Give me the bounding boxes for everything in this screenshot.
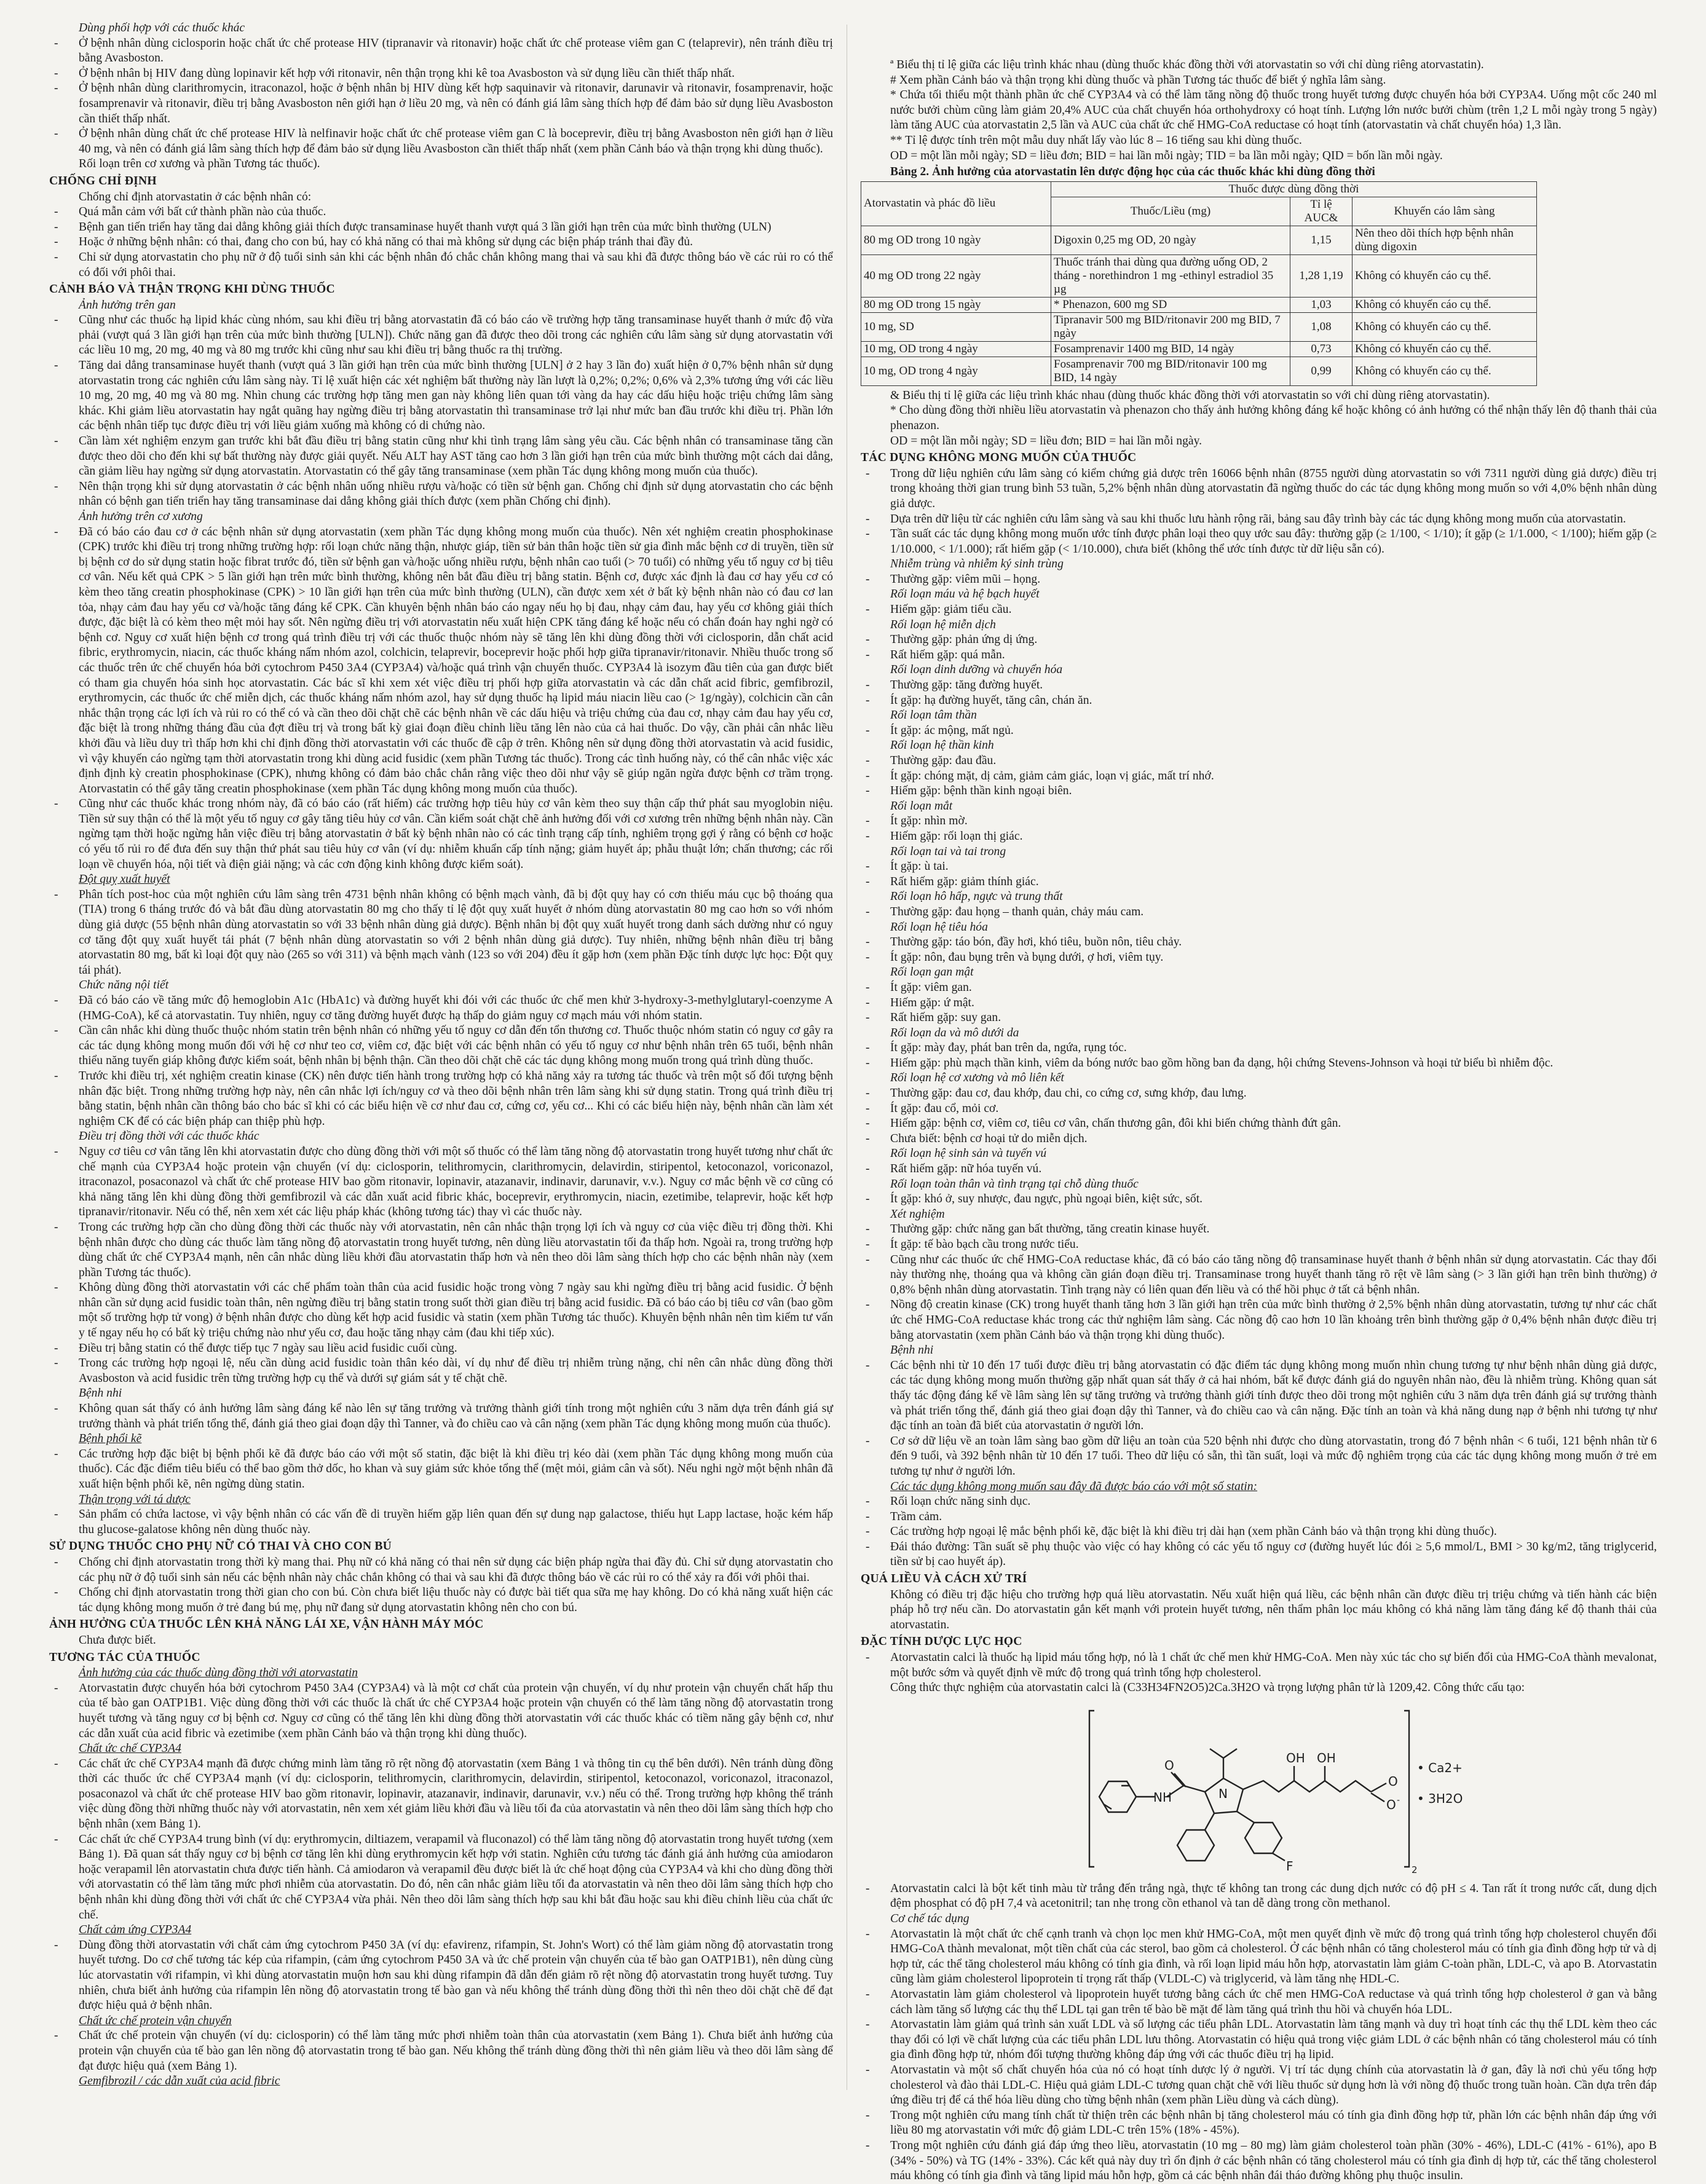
list-item: - Atorvastatin là một chất ức chế cạnh tranh và chọn lọc men khử HMG-CoA, một men quyết định về mức độ trong quá trình tổng hợp cholesterol chuyển đổi HMG-CoA thành mevalonat, một tiền chất của các sterol, bao gồm cả cholesterol. Ở các bệnh nhân có tăng cholesterol máu có tính gia đình đồng hợp tử và dị hợp tử, các thể tăng cholesterol máu không có tính gia đình, và rối loạn lipid máu hỗn hợp, atorvastatin làm giảm C-toàn phần, LDL-C, và apo B. Atorvastatin cũng làm giảm cholesterol lipoprotein tỉ trọng rất thấp (VLDL-C) và triglycerid, và làm tăng nhẹ HDL-C. bbox=[861, 1927, 1657, 1987]
musculoskeletal-list bbox=[49, 525, 833, 873]
footnote: # Xem phần Cảnh báo và thận trọng khi dùng thuốc và phần Tương tác thuốc để biết ý nghĩa lâm sàng. bbox=[890, 73, 1386, 87]
cell-ratio: 1,28 1,19 bbox=[1290, 254, 1353, 297]
label-o-carbonyl: O bbox=[1388, 1773, 1398, 1789]
list-item: - Hiếm gặp: bệnh thần kinh ngoại biên. bbox=[861, 784, 1657, 799]
list-item: - Chống chỉ định atorvastatin trong thời kỳ mang thai. Phụ nữ có khả năng có thai nên sử dụng các biện pháp ngừa thai đầy đủ. Chỉ sử dụng atorvastatin cho các phụ nữ ở độ tuổi sinh sản nếu các bệnh nhân này chắc chắn không có thai và sau khi đã được thông báo về các rủi ro có thể xảy ra đối với phôi thai. bbox=[49, 1555, 833, 1585]
list-item: - Thường gặp: tăng đường huyết. bbox=[861, 678, 1657, 693]
side-effect-group-title: Rối loạn hệ sinh sản và tuyến vú bbox=[890, 1147, 1047, 1161]
list-item: - Atorvastatin được chuyển hóa bởi cytochrom P450 3A4 (CYP3A4) và là một cơ chất của protein vận chuyển, ví dụ như protein vận chuyển chất hấp thu của tế bào gan OATP1B1. Việc dùng đồng thời với các thuốc là chất ức chế CYP3A4 hoặc protein vận chuyển có thể làm tăng nồng độ atorvastatin trong huyết tương và tăng nguy cơ bị bệnh cơ. Nguy cơ cũng có thể tăng lên khi dùng đồng thời atorvastatin với các thuốc khác có tiềm năng gây bệnh cơ, như các dẫn xuất của acid fibric và ezetimibe (xem phần Cảnh báo và thận trọng khi dùng thuốc). bbox=[49, 1681, 833, 1741]
heading-pharmacodynamics: ĐẶC TÍNH DƯỢC LỰC HỌC bbox=[861, 1635, 1022, 1649]
list-item: - Hiếm gặp: bệnh cơ, viêm cơ, tiêu cơ vân, chấn thương gân, đôi khi biến chứng thành đứt gân. bbox=[861, 1116, 1657, 1132]
label-subscript-2: 2 bbox=[1412, 1864, 1418, 1875]
concomitant-list bbox=[49, 1145, 833, 1387]
list-item: - Không dùng đồng thời atorvastatin với các chế phẩm toàn thân của acid fusidic hoặc trong vòng 7 ngày sau khi ngừng điều trị bằng acid fusidic. Ở bệnh nhân cần sử dụng acid fusidic toàn thân, nên ngừng điều trị bằng statin trong suốt thời gian điều trị bằng acid fusidic. Đã có báo cáo bị tiêu cơ vân (bao gồm một số trường hợp tử vong) ở bệnh nhân được cho dùng kết hợp acid fusidic và statin (xem phần Tương tác thuốc). Khuyên bệnh nhân nên tìm kiếm tư vấn y tế ngay nếu họ có bất kỳ triệu chứng nào như yếu cơ, đau hoặc tăng nhạy cảm (đau khi tiếp xúc). bbox=[49, 1280, 833, 1341]
statin-se-list bbox=[861, 1494, 1657, 1570]
subheading-concomitant: Điều trị đồng thời với các thuốc khác bbox=[79, 1130, 259, 1143]
list-item: - Đã có báo cáo đau cơ ở các bệnh nhân sử dụng atorvastatin (xem phần Tác dụng không mong muốn của thuốc). Nên xét nghiệm creatin phosphokinase (CPK) trước khi điều trị trong những trường hợp: rối loạn chức năng thận, nhược giáp, tiền sử bản thân hoặc tiền sử gia đình mắc bệnh cơ di truyền, tiền sử bị bệnh cơ do sử dụng statin hoặc fibrat trước đó, tiền sử bệnh gan và/hoặc uống nhiều rượu, bệnh nhân cao tuổi (> 70 tuổi) có những yếu tố nguy cơ bị tiêu cơ vân. Nếu kết quả CPK > 5 lần giới hạn trên mức bình thường, không nên bắt đầu điều trị bằng statin. Bệnh cơ, được xác định là đau cơ hay yếu cơ có kèm theo tăng creatin phosphokinase (CPK) > 10 lần giới hạn trên của mức bình thường (ULN), cần được xem xét ở bất kỳ bệnh nhân nào có đau cơ lan tỏa, nhạy cảm đau hay yếu cơ và/hoặc tăng đáng kể CPK. Cần khuyên bệnh nhân báo cáo ngay nếu họ bị đau, nhạy cảm đau, hay yếu cơ không giải thích được, đặc biệt là có kèm theo mệt mỏi hay sốt. Nên ngừng điều trị với atorvastatin nếu xuất hiện CPK tăng đáng kể hoặc nếu có chẩn đoán hay nghi ngờ có bệnh cơ. Nguy cơ xuất hiện bệnh cơ trong quá trình điều trị với các thuốc thuộc nhóm này sẽ tăng lên khi dùng đồng thời với ciclosporin, dẫn chất acid fibric, erythromycin, niacin, các thuốc kháng nấm nhóm azol, colchicin, telaprevir, boceprevir hoặc phối hợp giữa tipranavir/ritonavir. Nhiều thuốc trong số các thuốc trên ức chế chuyển hóa bởi cytochrom P450 3A4 (CYP3A4) và/hoặc quá trình vận chuyển thuốc. CYP3A4 là isozym đầu tiên của gan được biết có tham gia chuyển hóa sinh học atorvastatin. Các bác sĩ khi xem xét việc điều trị phối hợp giữa atorvastatin và các dẫn chất acid fibric, gemfibrozil, erythromycin, các thuốc ức chế miễn dịch, các thuốc kháng nấm nhóm azol, hay sử dụng thuốc hạ lipid máu niacin liều cao (> 1g/ngày), colchicin cần cân nhắc thận trọng các lợi ích và rủi ro có thể có và cần theo dõi chặt chẽ các bệnh nhân về các dấu hiệu và triệu chứng của đau cơ, nhạy cảm đau hay yếu cơ, đặc biệt là trong những tháng đầu của đợt điều trị và trong bất kỳ giai đoạn điều chỉnh liều tăng lên nào của cả hai thuốc. Do vậy, cần phải cân nhắc liều khởi đầu và liều duy trì thấp hơn khi chỉ định đồng thời atorvastatin với các thuốc đề cập ở trên. Không nên sử dụng đồng thời atorvastatin và acid fusidic, vì vậy khuyến cáo ngừng tạm thời atorvastatin trong khi dùng acid fusidic (xem phần Tương tác thuốc). Trong các tình huống này, có thể cân nhắc việc xác định định kỳ creatin phosphokinase (CPK), nhưng không có đảm bảo chắc chắn rằng việc theo dõi như vậy sẽ giúp ngăn ngừa được bệnh cơ trầm trọng. Atorvastatin có thể gây tăng creatin phosphokinase (xem phần Tác dụng không mong muốn của thuốc). bbox=[49, 525, 833, 797]
calcium-text: Ca2+ bbox=[1428, 1760, 1463, 1775]
combined-use-tail: Rối loạn trên cơ xương và phần Tương tác thuốc). bbox=[79, 157, 320, 171]
list-item: - Dùng đồng thời atorvastatin với chất cảm ứng cytochrom P450 3A (ví dụ: efavirenz, rifampin, St. John's Wort) có thể làm giảm nồng độ atorvastatin trong huyết tương. Do cơ chế tương tác kép của rifampin, (cảm ứng cytochrom P450 3A và ức chế protein vận chuyển của tế bào gan OATP1B1), nên dùng cùng lúc atorvastatin với rifampin, vì khi dùng atorvastatin muộn hơn sau khi dùng rifampin đã dẫn đến giảm rõ rệt nồng độ atorvastatin trong huyết tương. Tuy nhiên, chưa biết ảnh hưởng của rifampin lên nồng độ atorvastatin trong tế bào gan và nếu không thể tránh dùng đồng thời thì nên theo dõi chặt chẽ để đạt được hiệu quả ở bệnh nhân. bbox=[49, 1938, 833, 2014]
formula-line: Công thức thực nghiệm của atorvastatin calci là (C33H34FN2O5)2Ca.3H2O và trọng lượng phân tử là 1209,42. Công thức cấu tạo: bbox=[890, 1681, 1525, 1695]
list-item: - Cũng như các thuốc ức chế HMG-CoA reductase khác, đã có báo cáo tăng nồng độ transaminase huyết thanh ở bệnh nhân sử dụng atorvastatin. Các thay đổi này thường nhẹ, thoáng qua và không cần gián đoạn điều trị. Transaminase trong huyết thanh tăng rõ rệt về lâm sàng (> 3 lần giới hạn trên bình thường) ở 0,8% bệnh nhân dùng atorvastatin. Tình trạng này có liên quan đến liều và có thể hồi phục ở tất cả bệnh nhân. bbox=[861, 1253, 1657, 1298]
side-effect-group-list bbox=[861, 1162, 1657, 1177]
header-recommendation: Khuyến cáo lâm sàng bbox=[1353, 197, 1537, 226]
list-item: - Các trường hợp ngoại lệ mắc bệnh phổi kẽ, đặc biệt là khi điều trị dài hạn (xem phần Cảnh báo và thận trọng khi dùng thuốc). bbox=[861, 1524, 1657, 1540]
list-item: - Ít gặp: chóng mặt, dị cảm, giảm cảm giác, loạn vị giác, mất trí nhớ. bbox=[861, 769, 1657, 784]
pharmacodynamics-list bbox=[861, 1650, 1657, 1681]
list-item: - Hoặc ở những bệnh nhân: có thai, đang cho con bú, hay có khả năng có thai mà không sử dụng các biện pháp tránh thai đầy đủ. bbox=[49, 235, 833, 250]
subheading-transporter-inhibitors: Chất ức chế protein vận chuyển bbox=[79, 2014, 232, 2027]
footnote: ** Tỉ lệ được tính trên một mẫu duy nhất lấy vào lúc 8 – 16 tiếng sau khi dùng thuốc. bbox=[890, 133, 1302, 147]
list-item: - Ở bệnh nhân bị HIV đang dùng lopinavir kết hợp với ritonavir, nên thận trọng khi kê toa Avasboston và sử dụng liều cần thiết thấp nhất. bbox=[49, 66, 833, 82]
list-item: - Tần suất các tác dụng không mong muốn ước tính được phân loại theo quy ước sau đây: thường gặp (≥ 1/100, < 1/10); ít gặp (≥ 1/1.000, < 1/100); hiếm gặp (≥ 1/10.000, < 1/1.000); rất hiếm gặp (< 1/10.000), chưa biết (không thể ước tính được từ dữ liệu sẵn có). bbox=[861, 527, 1657, 557]
list-item: - Chất ức chế protein vận chuyển (ví dụ: ciclosporin) có thể làm tăng mức phơi nhiễm toàn thân của atorvastatin (xem Bảng 1). Chưa biết ảnh hưởng của protein vận chuyển của tế bào gan lên nồng độ atorvastatin trong tế bào gan. Nếu không thể tránh dùng đồng thời thì nên giảm liều và theo dõi lâm sàng để đạt được hiệu quả (xem Bảng 1). bbox=[49, 2028, 833, 2074]
subheading-statin-se: Các tác dụng không mong muốn sau đây đã được báo cáo với một số statin: bbox=[890, 1480, 1258, 1493]
label-minus: - bbox=[1397, 1795, 1400, 1805]
cyp3a4-inhibitors-list bbox=[49, 1757, 833, 1923]
subheading-musculoskeletal: Ảnh hưởng trên cơ xương bbox=[79, 510, 203, 523]
stroke-list bbox=[49, 888, 833, 979]
list-item: - Atorvastatin và một số chất chuyển hóa của nó có hoạt tính dược lý ở người. Vị trí tác dụng chính của atorvastatin là ở gan, đây là nơi chủ yếu tổng hợp cholesterol và đào thải LDL-C. Hiệu quả giảm LDL-C tương quan chặt chẽ với liều thuốc sử dụng hơn là với nồng độ thuốc trong tuần hoàn. Cần dựa trên đáp ứng điều trị để cá thể hóa liều dùng cho từng bệnh nhân (xem phần Liều dùng và cách dùng). bbox=[861, 2063, 1657, 2108]
heading-driving: ẢNH HƯỞNG CỦA THUỐC LÊN KHẢ NĂNG LÁI XE, VẬN HÀNH MÁY MÓC bbox=[49, 1618, 484, 1631]
side-effect-group-list bbox=[861, 1192, 1657, 1207]
list-item: - Đã có báo cáo về tăng mức độ hemoglobin A1c (HbA1c) và đường huyết khi đói với các thuốc ức chế men khử 3-hydroxy-3-methylglutaryl-coenzyme A (HMG-CoA), kể cả atorvastatin. Tuy nhiên, nguy cơ tăng đường huyết được hạ thấp do giảm nguy cơ mạch máu với nhóm statin. bbox=[49, 993, 833, 1023]
list-item: - Thường gặp: đau đầu. bbox=[861, 754, 1657, 769]
table-row bbox=[861, 357, 1537, 385]
footnote: * Chứa tối thiểu một thành phần ức chế CYP3A4 và có thể làm tăng nồng độ thuốc trong huyết tương được chuyển hóa bởi CYP3A4. Uống một cốc 240 ml nước bưởi chùm cũng làm giảm 20,4% AUC của chất chuyển hóa orthohydroxy có hoạt tính. Lượng lớn nước bưởi chùm (trên 1,2 L mỗi ngày trong 5 ngày) làm tăng AUC của atorvastatin 2,5 lần và AUC của chất ức chế HMG-CoA reductase có hoạt tính (atorvastatin và chất chuyển hóa) 1,3 lần. bbox=[890, 89, 1657, 132]
subheading-gemfibrozil: Gemfibrozil / các dẫn xuất của acid fibric bbox=[79, 2075, 280, 2088]
list-item: - Các bệnh nhi từ 10 đến 17 tuổi được điều trị bằng atorvastatin có đặc điểm tác dụng không mong muốn nhìn chung tương tự như bệnh nhân dùng giả dược, các tác dụng không mong muốn thường gặp nhất quan sát thấy ở cả hai nhóm, bất kể được đánh giá do nguyên nhân nào, đều là nhiễm trùng. Không quan sát thấy tác động đáng kể về lâm sàng lên sự tăng trưởng và trưởng thành giới tính được theo dõi trong một nghiên cứu 3 năm dựa trên đánh giá sự trưởng thành và phát triển tổng thể, đánh giá theo giai đoạn dậy thì Tanner, và đo chiều cao và cân nặng. Đặc tính an toàn và khả năng dung nạp ở bệnh nhi tương tự như đặc tính an toàn đã biết của atorvastatin ở người lớn. bbox=[861, 1358, 1657, 1434]
side-effect-group-title: Xét nghiệm bbox=[890, 1207, 945, 1221]
list-item: - Rất hiếm gặp: quá mẫn. bbox=[861, 648, 1657, 663]
list-item: - Atorvastatin làm giảm cholesterol và lipoprotein huyết tương bằng cách ức chế men HMG-CoA reductase và quá trình tổng hợp cholesterol ở gan và bằng cách làm tăng số lượng các thụ thể LDL tại gan trên tế bào bề mặt để làm tăng quá trình thu hồi và chuyển hóa LDL. bbox=[861, 1987, 1657, 2017]
list-item: - Ít gặp: mày đay, phát ban trên da, ngứa, rụng tóc. bbox=[861, 1041, 1657, 1056]
heading-overdose: QUÁ LIỀU VÀ CÁCH XỬ TRÍ bbox=[861, 1572, 1027, 1586]
list-item: - Ít gặp: viêm gan. bbox=[861, 980, 1657, 996]
list-item: - Trầm cảm. bbox=[861, 1510, 1657, 1525]
table2-caption: Bảng 2. Ảnh hưởng của atorvastatin lên dược động học của các thuốc khác khi dùng đồng thời bbox=[890, 165, 1375, 179]
list-item: - Ít gặp: đau cổ, mỏi cơ. bbox=[861, 1102, 1657, 1117]
list-item: - Điều trị bằng statin có thể được tiếp tục 7 ngày sau liều acid fusidic cuối cùng. bbox=[49, 1341, 833, 1357]
liver-list bbox=[49, 313, 833, 510]
label-f: F bbox=[1286, 1858, 1293, 1874]
cell-recommendation: Không có khuyến cáo cụ thể. bbox=[1353, 357, 1537, 385]
list-item: - Atorvastatin calci là thuốc hạ lipid máu tổng hợp, nó là 1 chất ức chế men khử HMG-CoA. Men này xúc tác cho sự biến đổi của HMG-CoA thành mevalonat, một bước sớm và quyết định về mức độ trong quá trình tổng hợp cholesterol. bbox=[861, 1650, 1657, 1681]
side-effect-group-title: Rối loạn tâm thần bbox=[890, 709, 977, 722]
cell-drug: Digoxin 0,25 mg OD, 20 ngày bbox=[1051, 226, 1290, 254]
label-o-carboxylate: O bbox=[1386, 1797, 1396, 1812]
cell-recommendation: Nên theo dõi thích hợp bệnh nhân dùng digoxin bbox=[1353, 226, 1537, 254]
side-effect-group-title: Rối loạn hệ miễn dịch bbox=[890, 618, 996, 631]
list-item: - Bệnh gan tiến triển hay tăng dai dẳng không giải thích được transaminase huyết thanh vượt quá 3 lần giới hạn trên của mức bình thường (ULN) bbox=[49, 220, 833, 235]
cell-drug: Thuốc tránh thai dùng qua đường uống OD, 2 tháng - norethindron 1 mg -ethinyl estradiol 35 µg bbox=[1051, 254, 1290, 297]
side-effects-intro-list bbox=[861, 467, 1657, 558]
footnote: OD = một lần mỗi ngày; SD = liều đơn; BID = hai lần mỗi ngày. bbox=[890, 434, 1202, 447]
label-nh: NH bbox=[1153, 1789, 1172, 1805]
heading-contraindications: CHỐNG CHỈ ĐỊNH bbox=[49, 174, 157, 187]
cell-recommendation: Không có khuyến cáo cụ thể. bbox=[1353, 297, 1537, 312]
heading-pregnancy: SỬ DỤNG THUỐC CHO PHỤ NỮ CÓ THAI VÀ CHO CON BÚ bbox=[49, 1540, 392, 1553]
header-regimen: Atorvastatin và phác đồ liều bbox=[861, 181, 1051, 226]
table-row bbox=[861, 254, 1537, 297]
side-effect-group-title: Rối loạn dinh dưỡng và chuyển hóa bbox=[890, 663, 1063, 677]
footnote: OD = một lần mỗi ngày; SD = liều đơn; BID = hai lần mỗi ngày; TID = ba lần mỗi ngày; QID = bốn lần mỗi ngày. bbox=[890, 149, 1443, 162]
cyp3a4-inducers-list bbox=[49, 1938, 833, 2014]
list-item: - Phân tích post-hoc của một nghiên cứu lâm sàng trên 4731 bệnh nhân không có bệnh mạch vành, đã bị đột quỵ hay có cơn thiếu máu cục bộ thoáng qua (TIA) trong 6 tháng trước đó và bắt đầu dùng atorvastatin 80 mg cho thấy tỉ lệ đột quỵ xuất huyết ở nhóm dùng atorvastatin 80 mg cao hơn so với nhóm dùng giả dược (55 bệnh nhân dùng atorvastatin so với 33 bệnh nhân dùng giả dược). Bệnh nhân bị đột quỵ xuất huyết trong danh sách dường như có nguy cơ tăng đột quỵ xuất huyết tái phát (7 bệnh nhân dùng atorvastatin so với 2 bệnh nhân dùng giả dược). Tuy nhiên, những bệnh nhân điều trị bằng atorvastatin 80 mg, bất kì loại đột quỵ nào (265 so với 311) và bệnh mạch vành (123 so với 204) đều ít gặp hơn (xem phần Đặc tính dược lực học: Đột quỵ tái phát). bbox=[49, 888, 833, 979]
cell-ratio: 1,15 bbox=[1290, 226, 1353, 254]
subheading-liver: Ảnh hưởng trên gan bbox=[79, 298, 176, 312]
side-effect-group-title: Rối loạn hệ thần kinh bbox=[890, 739, 994, 752]
side-effects-lab-list bbox=[861, 1253, 1657, 1344]
cell-recommendation: Không có khuyến cáo cụ thể. bbox=[1353, 312, 1537, 341]
list-item: - Thường gặp: viêm mũi – họng. bbox=[861, 572, 1657, 588]
header-drug: Thuốc/Liều (mg) bbox=[1051, 197, 1290, 226]
subheading-cyp3a4-inhibitors: Chất ức chế CYP3A4 bbox=[79, 1742, 181, 1756]
list-item: - Dựa trên dữ liệu từ các nghiên cứu lâm sàng và sau khi thuốc lưu hành rộng rãi, bảng sau đây trình bày các tác dụng không mong muốn của atorvastatin. bbox=[861, 512, 1657, 527]
side-effect-group-title: Rối loạn toàn thân và tình trạng tại chỗ dùng thuốc bbox=[890, 1177, 1139, 1191]
list-item: - Rất hiếm gặp: giảm thính giác. bbox=[861, 875, 1657, 890]
coadministered-list bbox=[49, 1681, 833, 1741]
atorvastatin-structure-diagram bbox=[861, 1700, 1537, 1878]
side-effect-group-title: Rối loạn hệ cơ xương và mô liên kết bbox=[890, 1071, 1064, 1085]
table-header-row bbox=[861, 181, 1537, 197]
excipients-list bbox=[49, 1507, 833, 1537]
list-item: - Quá mẫn cảm với bất cứ thành phần nào của thuốc. bbox=[49, 205, 833, 220]
list-item: - Ở bệnh nhân dùng chất ức chế protease HIV là nelfinavir hoặc chất ức chế protease viêm gan C là boceprevir, điều trị bằng Avasboston nên giới hạn ở liều 40 mg, và nên có đánh giá lâm sàng thích hợp để đảm bảo sử dụng liều Avasboston cần thiết thấp nhất (xem phần Cảnh báo và thận trọng khi dùng thuốc). bbox=[49, 127, 833, 157]
list-item: - Ít gặp: nôn, đau bụng trên và bụng dưới, ợ hơi, viêm tụy. bbox=[861, 950, 1657, 966]
list-item: - Trong các trường hợp cần cho dùng đồng thời các thuốc này với atorvastatin, nên cân nhắc thận trọng lợi ích và nguy cơ của việc điều trị đồng thời. Khi bệnh nhân được cho dùng các thuốc làm tăng nồng độ atorvastatin trong huyết tương, nên dùng liều atorvastatin tối đa thấp hơn. Ngoài ra, trong trường hợp dùng chất ức chế CYP3A4 mạnh, nên cân nhắc dùng liều khởi đầu atorvastatin thấp hơn và nên theo dõi lâm sàng thích hợp cho các bệnh nhân này (xem phần Tương tác thuốc). bbox=[49, 1220, 833, 1280]
endocrine-list bbox=[49, 993, 833, 1129]
label-calcium: • Ca2+ bbox=[1417, 1760, 1463, 1775]
list-item: - Nên thận trọng khi sử dụng atorvastatin ở các bệnh nhân uống nhiều rượu và/hoặc có tiền sử bệnh gan. Chống chỉ định sử dụng atorvastatin cho các bệnh nhân có bệnh gan tiến triển hay tăng transaminase dai dẳng không giải thích được (xem phần Chống chỉ định). bbox=[49, 479, 833, 510]
side-effect-group-list bbox=[861, 859, 1657, 889]
pregnancy-list bbox=[49, 1555, 833, 1615]
label-water: • 3H2O bbox=[1417, 1791, 1463, 1806]
side-effect-group-title: Rối loạn da và mô dưới da bbox=[890, 1026, 1019, 1039]
cell-ratio: 1,03 bbox=[1290, 297, 1353, 312]
subheading-ild: Bệnh phổi kẽ bbox=[79, 1432, 142, 1446]
footnote: & Biểu thị tỉ lệ giữa các liệu trình khác nhau (dùng thuốc khác đồng thời với atorvastatin so với chỉ dùng riêng atorvastatin). bbox=[890, 388, 1490, 402]
side-effect-group-list bbox=[861, 754, 1657, 799]
side-effect-group-title: Nhiễm trùng và nhiễm ký sinh trùng bbox=[890, 558, 1064, 571]
cell-drug: Fosamprenavir 1400 mg BID, 14 ngày bbox=[1051, 341, 1290, 357]
list-item: - Ở bệnh nhân dùng ciclosporin hoặc chất ức chế protease HIV (tipranavir và ritonavir) hoặc chất ức chế protease viêm gan C (telaprevir), nên tránh điều trị bằng Avasboston. bbox=[49, 36, 833, 66]
list-item: - Atorvastatin calci là bột kết tinh màu từ trắng đến trắng ngà, thực tế không tan trong các dung dịch nước có độ pH ≤ 4. Tan rất ít trong nước cất, dung dịch đệm phosphat có độ pH 7,4 và acetonitril; tan nhẹ trong cồn ethanol và tan dễ dàng trong cồn methanol. bbox=[861, 1882, 1657, 1912]
cell-regimen: 80 mg OD trong 15 ngày bbox=[861, 297, 1051, 312]
cell-regimen: 10 mg, OD trong 4 ngày bbox=[861, 341, 1051, 357]
side-effect-group-title: Rối loạn tai và tai trong bbox=[890, 845, 1006, 858]
side-effect-group-list bbox=[861, 602, 1657, 618]
list-item: - Đái tháo đường: Tần suất sẽ phụ thuộc vào việc có hay không có các yếu tố nguy cơ (đường huyết lúc đói ≥ 5,6 mmol/L, BMI > 30 kg/m2, tăng triglycerid, tiền sử bị cao huyết áp). bbox=[861, 1540, 1657, 1570]
list-item: - Ít gặp: ù tai. bbox=[861, 859, 1657, 875]
side-effects-groups bbox=[861, 557, 1657, 1252]
list-item: - Nồng độ creatin kinase (CK) trong huyết thanh tăng hơn 3 lần giới hạn trên của mức bình thường ở 2,5% bệnh nhân dùng atorvastatin, tương tự như các chất ức chế HMG-CoA reductase khác trong các thử nghiệm lâm sàng. Các nồng độ cao hơn 10 lần khoảng trên bình thường gặp ở 0,4% bệnh nhân được điều trị bằng atorvastatin (xem phần Cảnh báo và thận trọng khi dùng thuốc). bbox=[861, 1298, 1657, 1343]
list-item: - Thường gặp: phản ứng dị ứng. bbox=[861, 633, 1657, 648]
label-oh-2: OH bbox=[1317, 1750, 1336, 1765]
subheading-excipients: Thận trọng với tá dược bbox=[79, 1492, 191, 1506]
side-effect-group-list bbox=[861, 1222, 1657, 1252]
list-item: - Các chất ức chế CYP3A4 trung bình (ví dụ: erythromycin, diltiazem, verapamil và fluconazol) có thể làm tăng nồng độ atorvastatin trong huyết tương (xem Bảng 1). Đã quan sát thấy nguy cơ bị bệnh cơ tăng lên khi dùng erythromycin kết hợp với statin. Nghiên cứu tương tác đánh giá ảnh hưởng của amiodaron hoặc verapamil lên atorvastatin chưa được tiến hành. Cả amiodaron và verapamil đều được biết là ức chế hoạt động của CYP3A4 và khi cho dùng đồng thời với atorvastatin có thể làm tăng mức phơi nhiễm của atorvastatin. Do đó, nên cân nhắc giảm liều tối đa atorvastatin và nên theo dõi lâm sàng thích hợp cho bệnh nhân khi dùng đồng thời với chất ức chế CYP3A4 vừa phải. Nên theo dõi lâm sàng thích hợp sau khi bắt đầu hoặc sau khi điều chỉnh liều của chất ức chế. bbox=[49, 1832, 833, 1923]
list-item: - Thường gặp: đau cơ, đau khớp, đau chi, co cứng cơ, sưng khớp, đau lưng. bbox=[861, 1086, 1657, 1102]
list-item: - Cũng như các thuốc khác trong nhóm này, đã có báo cáo (rất hiếm) các trường hợp tiêu hủy cơ vân kèm theo suy thận cấp thứ phát sau myoglobin niệu. Tiền sử suy thận có thể là một yếu tố nguy cơ gây tăng tiêu hủy cơ vân. Cần kiểm soát chặt chẽ ảnh hưởng đối với cơ xương trên những bệnh nhân này. Cần ngừng tạm thời hoặc ngừng hẳn việc điều trị bằng atorvastatin ở bất kỳ bệnh nhân nào có các tình trạng cấp tính, nghiêm trọng gợi ý rằng có bệnh cơ hoặc có yếu tố rủi ro để đưa đến suy thận thứ phát sau tiêu hủy cơ vân (ví dụ: nhiễm khuẩn cấp tính nặng; giảm huyết áp; phẫu thuật lớn; chấn thương; các rối loạn về chuyển hóa, nội tiết và điện giải nặng; và các cơn động kinh không được kiểm soát). bbox=[49, 797, 833, 872]
list-item: - Cần cân nhắc khi dùng thuốc thuộc nhóm statin trên bệnh nhân có những yếu tố nguy cơ dẫn đến tổn thương cơ. Thuốc thuộc nhóm statin có nguy cơ gây ra các tác dụng không mong muốn đối với hệ cơ như teo cơ, viêm cơ, đặc biệt với các bệnh nhân có yếu tố nguy cơ như bệnh nhân trên 65 tuổi, bệnh nhân thiểu năng tuyến giáp không được kiểm soát, bệnh nhân bị bệnh thận. Cần theo dõi chặt chẽ các tác dụng không mong muốn trong quá trình dùng thuốc. bbox=[49, 1023, 833, 1069]
footnote: ª Biểu thị tỉ lệ giữa các liệu trình khác nhau (dùng thuốc khác đồng thời với atorvastatin so với chỉ dùng riêng atorvastatin). bbox=[890, 58, 1484, 71]
side-effect-group-title: Rối loạn máu và hệ bạch huyết bbox=[890, 588, 1040, 601]
cell-regimen: 10 mg, OD trong 4 ngày bbox=[861, 357, 1051, 385]
footnote: * Cho dùng đồng thời nhiều liều atorvastatin và phenazon cho thấy ảnh hưởng không đáng kể hoặc không có ảnh hưởng có thể nhận thấy lên độ thanh thải của phenazon. bbox=[890, 404, 1657, 432]
side-effect-group-list bbox=[861, 723, 1657, 739]
subheading-stroke: Đột quỵ xuất huyết bbox=[79, 873, 170, 886]
list-item: - Nguy cơ tiêu cơ vân tăng lên khi atorvastatin được cho dùng đồng thời với một số thuốc có thể làm tăng nồng độ atorvastatin trong huyết tương như chất ức chế mạnh của CYP3A4 hoặc protein vận chuyển (ví dụ: ciclosporin, telithromycin, clarithromycin, delavirdin, stiripentol, ketoconazol, voriconazol, itraconazol, posaconazol và chất ức chế protease HIV bao gồm ritonavir, lopinavir, atazanavir, indinavir, darunavir, v.v.). Nguy cơ mắc bệnh về cơ cũng có khả năng tăng lên khi dùng đồng thời gemfibrozil và các dẫn xuất acid fibric khác, boceprevir, erythromycin, niacin, ezetimibe, telaprevir, hoặc kết hợp tipranavir/ritonavir. Nếu có thể, nên xem xét các liệu pháp khác (không tương tác) thay vì các thuốc này. bbox=[49, 1145, 833, 1220]
list-item: - Ít gặp: ác mộng, mất ngủ. bbox=[861, 723, 1657, 739]
list-item: - Atorvastatin làm giảm quá trình sản xuất LDL và số lượng các tiểu phân LDL. Atorvastatin làm tăng mạnh và duy trì hoạt tính các thụ thể LDL kèm theo các thay đổi có lợi về chất lượng của các tiểu phân LDL lưu thông. Atorvastatin có hiệu quả trong việc giảm LDL ở các bệnh nhân có tăng cholesterol máu có tính gia đình đồng hợp tử, nhóm đối tượng thường không đáp ứng với các thuốc điều trị hạ lipid. bbox=[861, 2017, 1657, 2063]
water-text: 3H2O bbox=[1428, 1791, 1463, 1806]
cell-regimen: 10 mg, SD bbox=[861, 312, 1051, 341]
cell-drug: Tipranavir 500 mg BID/ritonavir 200 mg BID, 7 ngày bbox=[1051, 312, 1290, 341]
table-row bbox=[861, 312, 1537, 341]
side-effect-group-title: Rối loạn hệ tiêu hóa bbox=[890, 920, 988, 934]
side-effect-group-list bbox=[861, 905, 1657, 920]
list-item: - Các trường hợp đặc biệt bị bệnh phổi kẽ đã được báo cáo với một số statin, đặc biệt là khi điều trị kéo dài (xem phần Tác dụng không mong muốn của thuốc). Các đặc điểm tiêu biểu có thể bao gồm thở dốc, ho khan và suy giảm sức khỏe tổng thể (mệt mỏi, giảm cân và sốt). Nếu nghi ngờ một bệnh nhân đã xuất hiện bệnh phổi kẽ, nên ngừng dùng statin. bbox=[49, 1447, 833, 1492]
list-item: - Cơ sở dữ liệu về an toàn lâm sàng bao gồm dữ liệu an toàn của 520 bệnh nhi được cho dùng atorvastatin, trong đó 7 bệnh nhân < 6 tuổi, 121 bệnh nhân từ 6 đến 9 tuổi, và 392 bệnh nhân từ 10 đến 17 tuổi. Theo dữ liệu có sẵn, thì tần suất, loại và mức độ nghiêm trọng của các tác dụng không mong muốn ở trẻ em tương tự như ở người lớn. bbox=[861, 1434, 1657, 1480]
list-item: - Ít gặp: nhìn mờ. bbox=[861, 814, 1657, 829]
list-item: - Chống chỉ định atorvastatin trong thời gian cho con bú. Còn chưa biết liệu thuốc này có được bài tiết qua sữa mẹ hay không. Do có khả năng xuất hiện các tác dụng không mong muốn ở trẻ đang bú mẹ, phụ nữ đang sử dụng atorvastatin không nên cho con bú. bbox=[49, 1585, 833, 1615]
header-ratio: Tỉ lệ AUC& bbox=[1290, 197, 1353, 226]
side-effect-group-list bbox=[861, 1086, 1657, 1146]
list-item: - Sản phẩm có chứa lactose, vì vậy bệnh nhân có các vấn đề di truyền hiếm gặp liên quan đến sự dung nạp galactose, thiếu hụt Lapp lactase, hoặc kém hấp thu glucose-galatose không nên dùng thuốc này. bbox=[49, 1507, 833, 1537]
list-item: - Hiếm gặp: phù mạch thần kinh, viêm da bóng nước bao gồm hồng ban đa dạng, hội chứng Stevens-Johnson và hoại tử biểu bì nhiễm độc. bbox=[861, 1056, 1657, 1071]
contraindications-intro: Chống chỉ định atorvastatin ở các bệnh nhân có: bbox=[79, 190, 312, 203]
cell-drug: Fosamprenavir 700 mg BID/ritonavir 100 mg BID, 14 ngày bbox=[1051, 357, 1290, 385]
heading-interactions: TƯƠNG TÁC CỦA THUỐC bbox=[49, 1650, 200, 1664]
cell-regimen: 40 mg OD trong 22 ngày bbox=[861, 254, 1051, 297]
list-item: - Không quan sát thấy có ảnh hưởng lâm sàng đáng kể nào lên sự tăng trưởng và trưởng thành giới tính trong một nghiên cứu 3 năm dựa trên đánh giá sự trưởng thành và phát triển tổng thể, đánh giá theo giai đoạn dậy thì Tanner, và đo chiều cao và cân nặng (xem phần Tác dụng không mong muốn của thuốc). bbox=[49, 1401, 833, 1432]
side-effect-group-list bbox=[861, 814, 1657, 844]
structural-formula bbox=[861, 1700, 1657, 1878]
list-item: - Tăng dai dẳng transaminase huyết thanh (vượt quá 3 lần giới hạn trên của mức bình thường [ULN] ở 2 hay 3 lần đo) xuất hiện ở 0,7% bệnh nhân sử dụng atorvastatin trong các nghiên cứu lâm sàng này. Tỉ lệ xuất hiện các xét nghiệm bất thường này lần lượt là 0,2%; 0,2%; 0,6% và 2,3% tương ứng với các liều 10 mg, 20 mg, 40 mg và 80 mg. Nhìn chung các trường hợp tăng men gan này không liên quan tới vàng da hay các dấu hiệu hoặc triệu chứng lâm sàng khác. Khi giảm liều atorvastatin hay ngắt quãng hay ngừng điều trị bằng atorvastatin thì transaminase trở lại như mức ban đầu trước khi điều trị. Phần lớn các bệnh nhân tiếp tục được điều trị với liều giảm xuống mà không có di chứng nào. bbox=[49, 358, 833, 434]
side-effect-group-list bbox=[861, 678, 1657, 708]
subheading-mechanism: Cơ chế tác dụng bbox=[890, 1912, 969, 1925]
subheading-pediatric-se: Bệnh nhi bbox=[890, 1344, 934, 1357]
contraindications-list bbox=[49, 205, 833, 280]
side-effect-group-list bbox=[861, 935, 1657, 965]
list-item: - Trong một nghiên cứu đánh giá đáp ứng theo liều, atorvastatin (10 mg – 80 mg) làm giảm cholesterol toàn phần (30% - 46%), LDL-C (41% - 61%), apo B (34% - 50%) và TG (14% - 33%). Các kết quả này duy trì ổn định ở các bệnh nhân có tăng cholesterol máu có tính gia đình dị hợp tử, các thể tăng cholesterol máu không có tính gia đình và tăng lipid máu hỗn hợp, gồm cả các bệnh nhân đái tháo đường không phụ thuộc insulin. bbox=[861, 2139, 1657, 2184]
table2 bbox=[861, 181, 1537, 386]
header-coadministered: Thuốc được dùng đồng thời bbox=[1051, 181, 1537, 197]
list-item: - Trước khi điều trị, xét nghiệm creatin kinase (CK) nên được tiến hành trong trường hợp có khả năng xảy ra tương tác thuốc và trên một số đối tượng bệnh nhân đặc biệt. Trong những trường hợp này, nên cân nhắc lợi ích/nguy cơ và theo dõi bệnh nhân trên lâm sàng khi sử dụng statin. Trong quá trình điều trị bằng statin, bệnh nhân cần thông báo cho bác sĩ khi có các biểu hiện về cơ như đau cơ, cứng cơ, yếu cơ... Khi có các biểu hiện này, bệnh nhân cần làm xét nghiệm CK để có các biện pháp can thiệp phù hợp. bbox=[49, 1069, 833, 1129]
label-n: N bbox=[1218, 1786, 1228, 1801]
cell-ratio: 1,08 bbox=[1290, 312, 1353, 341]
list-item: - Hiếm gặp: rối loạn thị giác. bbox=[861, 829, 1657, 845]
side-effect-group-list bbox=[861, 980, 1657, 1026]
list-item: - Trong dữ liệu nghiên cứu lâm sàng có kiểm chứng giả dược trên 16066 bệnh nhân (8755 người dùng atorvastatin so với 7311 người dùng giả dược) điều trị trong khoảng thời gian trung bình 53 tuần, 5,2% bệnh nhân dùng atorvastatin đã ngừng thuốc do các tác dụng không mong muốn so với 4,0% bệnh nhân dùng giả dược. bbox=[861, 467, 1657, 512]
side-effect-group-title: Rối loạn hô hấp, ngực và trung thất bbox=[890, 890, 1063, 904]
cell-recommendation: Không có khuyến cáo cụ thể. bbox=[1353, 254, 1537, 297]
side-effect-group-list bbox=[861, 633, 1657, 663]
list-item: - Thường gặp: chức năng gan bất thường, tăng creatin kinase huyết. bbox=[861, 1222, 1657, 1237]
list-item: - Rất hiếm gặp: nữ hóa tuyến vú. bbox=[861, 1162, 1657, 1177]
pediatric-list bbox=[49, 1401, 833, 1432]
list-item: - Ít gặp: tế bào bạch cầu trong nước tiểu. bbox=[861, 1237, 1657, 1253]
list-item: - Ít gặp: khó ở, suy nhược, đau ngực, phù ngoại biên, kiệt sức, sốt. bbox=[861, 1192, 1657, 1207]
label-o-amide: O bbox=[1164, 1757, 1174, 1773]
subheading-endocrine: Chức năng nội tiết bbox=[79, 979, 169, 992]
subheading-pediatric: Bệnh nhi bbox=[79, 1387, 122, 1400]
table-row bbox=[861, 341, 1537, 357]
label-oh-1: OH bbox=[1286, 1750, 1305, 1765]
side-effect-group-list bbox=[861, 1041, 1657, 1071]
pediatric-se-list bbox=[861, 1358, 1657, 1480]
cell-drug: * Phenazon, 600 mg SD bbox=[1051, 297, 1290, 312]
table-row bbox=[861, 226, 1537, 254]
side-effect-group-title: Rối loạn mắt bbox=[890, 799, 953, 813]
list-item: - Ít gặp: hạ đường huyết, tăng cân, chán ăn. bbox=[861, 693, 1657, 709]
list-item: - Hiếm gặp: giảm tiểu cầu. bbox=[861, 602, 1657, 618]
heading-side-effects: TÁC DỤNG KHÔNG MONG MUỐN CỦA THUỐC bbox=[861, 451, 1137, 465]
subheading-combined-use: Dùng phối hợp với các thuốc khác bbox=[79, 22, 245, 34]
list-item: - Ở bệnh nhân dùng clarithromycin, itraconazol, hoặc ở bệnh nhân bị HIV dùng kết hợp saquinavir và ritonavir, darunavir và ritonavir, fosamprenavir, hoặc fosamprenavir và ritonavir, điều trị bằng Avasboston nên giới hạn ở liều 20 mg, và nên có đánh giá lâm sàng thích hợp để đảm bảo sử dụng liều Avasboston cần thiết thấp nhất. bbox=[49, 81, 833, 127]
subheading-coadministered: Ảnh hưởng của các thuốc dùng đồng thời với atorvastatin bbox=[79, 1666, 358, 1680]
side-effect-group-list bbox=[861, 572, 1657, 588]
cell-ratio: 0,99 bbox=[1290, 357, 1353, 385]
transporter-inhibitors-list bbox=[49, 2028, 833, 2074]
list-item: - Trong các trường hợp ngoại lệ, nếu cần dùng acid fusidic toàn thân kéo dài, ví dụ như để điều trị nhiễm trùng nặng, chỉ nên cân nhắc dùng đồng thời Avasboston và acid fusidic trên từng trường hợp cụ thể và dưới sự giám sát y tế chặt chẽ. bbox=[49, 1356, 833, 1386]
list-item: - Rối loạn chức năng sinh dục. bbox=[861, 1494, 1657, 1510]
list-item: - Các chất ức chế CYP3A4 mạnh đã được chứng minh làm tăng rõ rệt nồng độ atorvastatin (xem Bảng 1 và thông tin cụ thể bên dưới). Nên tránh dùng đồng thời các thuốc ức chế CYP3A4 mạnh (ví dụ: ciclosporin, telithromycin, clarithromycin, delavirdin, stiripentol, ketoconazol, voriconazol, itraconazol, posaconazol và chất ức chế protease HIV bao gồm ritonavir, lopinavir, atazanavir, indinavir, darunavir, v.v.) nếu có thể. Trong trường hợp không thể tránh việc dùng đồng thời những thuốc này với atorvastatin, nên xem xét giảm liều khởi đầu và liều tối đa của atorvastatin và nên theo dõi lâm sàng thích hợp cho bệnh nhân (xem Bảng 1). bbox=[49, 1757, 833, 1832]
cell-regimen: 80 mg OD trong 10 ngày bbox=[861, 226, 1051, 254]
left-column bbox=[49, 21, 833, 2092]
list-item: - Thường gặp: táo bón, đầy hơi, khó tiêu, buồn nôn, tiêu chảy. bbox=[861, 935, 1657, 950]
driving-text: Chưa được biết. bbox=[79, 1633, 156, 1647]
list-item: - Trong một nghiên cứu mang tính chất từ thiện trên các bệnh nhân bị tăng cholesterol máu có tính gia đình đồng hợp tử, phần lớn các bệnh nhân đáp ứng với liều 80 mg atorvastatin với mức độ giảm LDL-C trên 15% (18% - 45%). bbox=[861, 2108, 1657, 2139]
subheading-cyp3a4-inducers: Chất cảm ứng CYP3A4 bbox=[79, 1923, 192, 1937]
list-item: - Cần làm xét nghiệm enzym gan trước khi bắt đầu điều trị bằng statin cũng như khi tình trạng lâm sàng yêu cầu. Các bệnh nhân có transaminase tăng cần được theo dõi cho đến khi sự bất thường này được giải quyết. Nếu ALT hay AST tăng cao hơn 3 lần giới hạn trên của mức bình thường một cách dai dẳng, cần giảm liều hay ngừng sử dụng atorvastatin. Atorvastatin có thể gây tăng transaminase (xem phần Tác dụng không mong muốn của thuốc). bbox=[49, 434, 833, 479]
list-item: - Cũng như các thuốc hạ lipid khác cùng nhóm, sau khi điều trị bằng atorvastatin đã có báo cáo về trường hợp tăng transaminase huyết thanh ở mức độ vừa phải (vượt quá 3 lần giới hạn trên của mức bình thường [ULN]). Chức năng gan đã được theo dõi trong các nghiên cứu lâm sàng sử dụng atorvastatin với các liều 10 mg, 20 mg, 40 mg và 80 mg trước khi cũng như sau khi điều trị bằng thuốc ra thị trường. bbox=[49, 313, 833, 358]
list-item: - Hiếm gặp: ứ mật. bbox=[861, 996, 1657, 1011]
side-effect-group-title: Rối loạn gan mật bbox=[890, 966, 974, 979]
cell-recommendation: Không có khuyến cáo cụ thể. bbox=[1353, 341, 1537, 357]
physical-description-list bbox=[861, 1882, 1657, 1912]
heading-warnings: CẢNH BÁO VÀ THẬN TRỌNG KHI DÙNG THUỐC bbox=[49, 283, 335, 296]
right-column bbox=[861, 21, 1657, 2183]
ild-list bbox=[49, 1447, 833, 1492]
list-item: - Rất hiếm gặp: suy gan. bbox=[861, 1011, 1657, 1026]
overdose-text: Không có điều trị đặc hiệu cho trường hợp quá liều atorvastatin. Nếu xuất hiện quá liều, các bệnh nhân cần được điều trị triệu chứng và tiến hành các biện pháp hỗ trợ nếu cần. Do atorvastatin gắn kết mạnh với protein huyết tương, nên thẩm phân lọc máu không có khả năng làm tăng đáng kể độ thanh thải của atorvastatin. bbox=[890, 1588, 1657, 1631]
table-row bbox=[861, 297, 1537, 312]
list-item: - Chỉ sử dụng atorvastatin cho phụ nữ ở độ tuổi sinh sản khi các bệnh nhân đó chắc chắn không mang thai và sau khi đã được thông báo về các rủi ro có thể có đối với phôi thai. bbox=[49, 250, 833, 280]
list-item: - Thường gặp: đau họng – thanh quản, chảy máu cam. bbox=[861, 905, 1657, 920]
list-item: - Chưa biết: bệnh cơ hoại tử do miễn dịch. bbox=[861, 1132, 1657, 1147]
mechanism-list bbox=[861, 1927, 1657, 2184]
combined-use-list bbox=[49, 36, 833, 157]
cell-ratio: 0,73 bbox=[1290, 341, 1353, 357]
